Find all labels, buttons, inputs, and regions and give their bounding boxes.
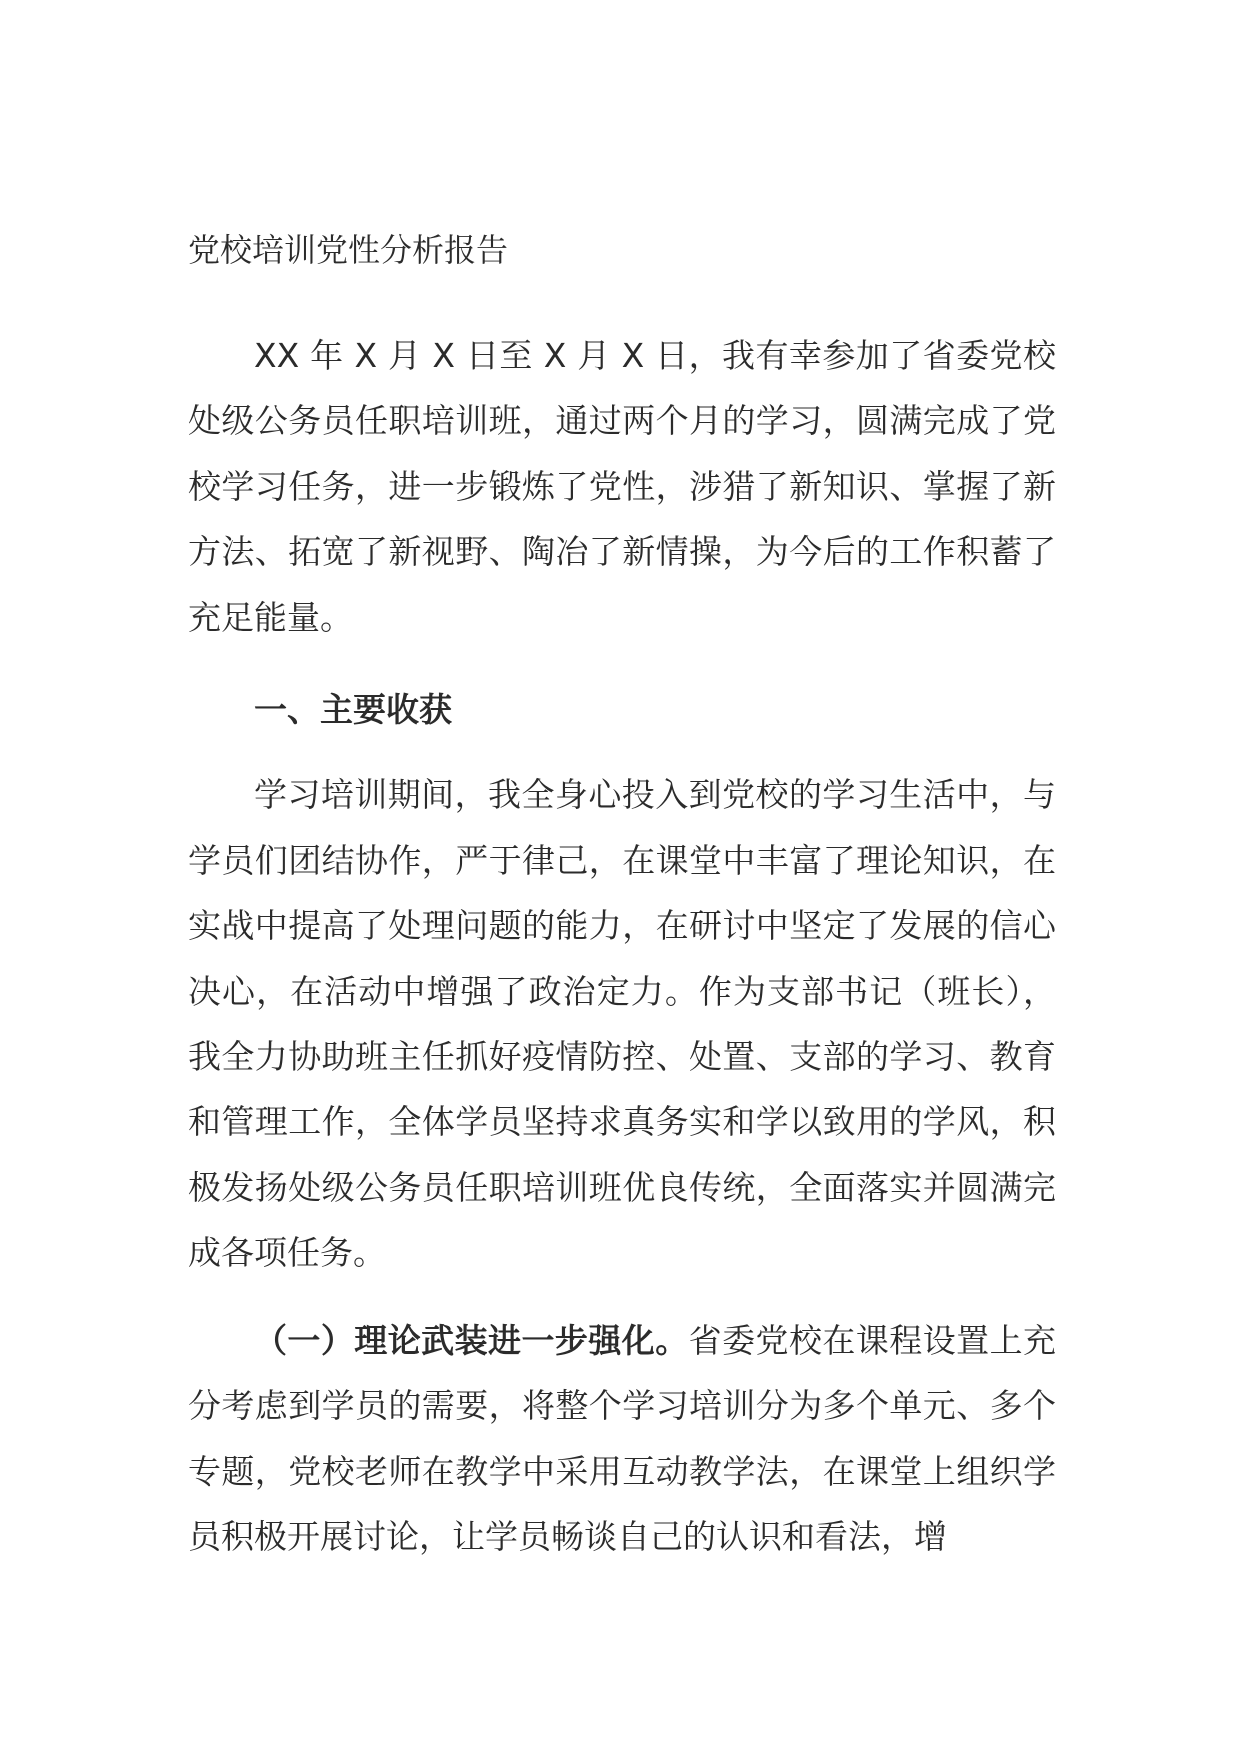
section-heading-main-gains: 一、主要收获: [254, 690, 452, 730]
theory-paragraph-lead: （一）理论武装进一步强化。: [254, 1320, 689, 1360]
main-gains-paragraph: 学习培训期间，我全身心投入到党校的学习生活中，与学员们团结协作，严于律己，在课堂中丰富了理论知识，在实战中提高了处理问题的能力，在研讨中坚定了发展的信心决心，在活动中增强了政治定力。作为支部书记（班长），我全力协助班主任抓好疫情防控、处置、支部的学习、教育和管理工作，全体学员坚持求真务实和学以致用的学风，积极发扬处级公务员任职培训班优良传统，全面落实并圆满完成各项任务。: [188, 775, 1056, 1273]
theory-paragraph-body: 省委党校在课程设置上充分考虑到学员的需要，将整个学习培训分为多个单元、多个专题，党校老师在教学中采用互动教学法，在课堂上组织学员积极开展讨论，让学员畅谈自己的认识和看法，增: [188, 1320, 1057, 1556]
document-body: [188, 222, 1056, 1569]
theory-paragraph: [188, 1308, 1056, 1570]
document-title: 党校培训党性分析报告: [188, 231, 509, 269]
intro-paragraph: XX 年 X 月 X 日至 X 月 X 日，我有幸参加了省委党校处级公务员任职培训班，通过两个月的学习，圆满完成了党校学习任务，进一步锻炼了党性，涉猎了新知识、掌握了新方法、拓宽了新视野、陶冶了新情操，为今后的工作积蓄了充足能量。: [188, 336, 1056, 637]
